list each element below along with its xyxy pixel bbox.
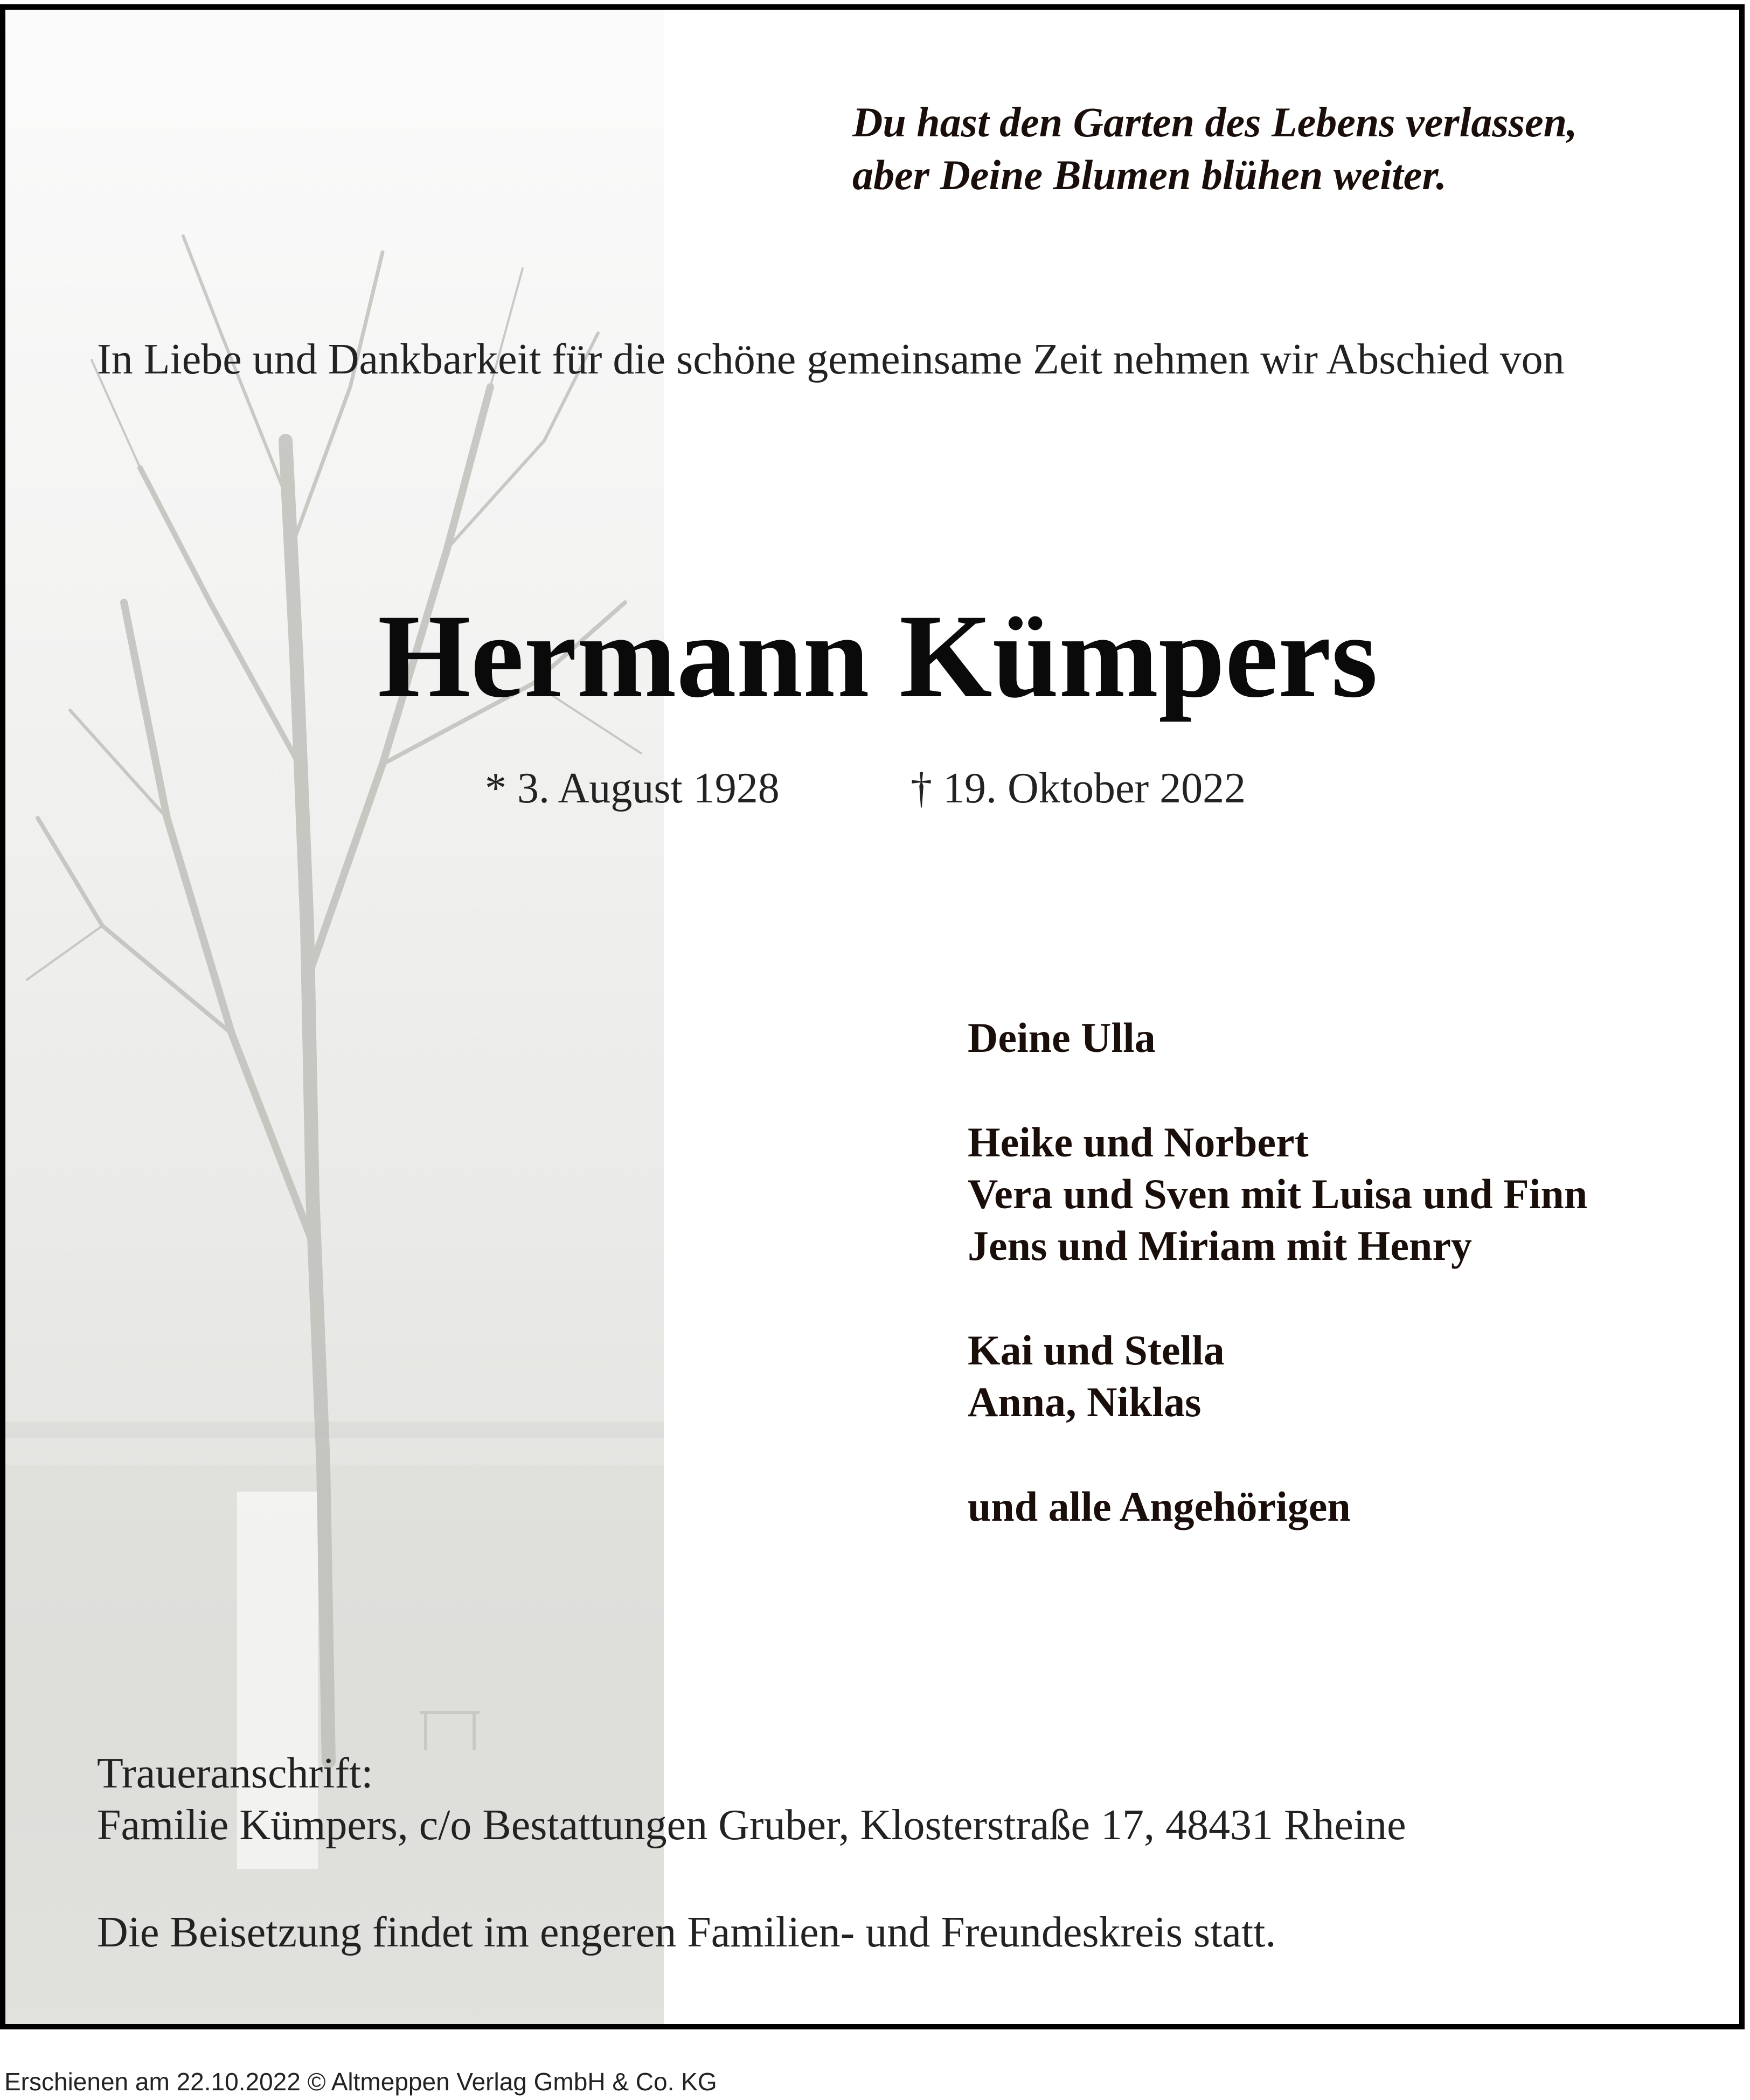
quote-line-1: Du hast den Garten des Lebens verlassen, bbox=[852, 99, 1578, 145]
intro-text: In Liebe und Dankbarkeit für die schöne gemeinsame Zeit nehmen wir Abschied von bbox=[97, 336, 1565, 383]
mourner-line: Deine Ulla bbox=[968, 1014, 1156, 1061]
mourner-line: Jens und Miriam mit Henry bbox=[968, 1222, 1472, 1269]
mourner-group bbox=[968, 1481, 1722, 1533]
misty-tree-photo-icon bbox=[5, 10, 664, 2024]
quote-line-2: aber Deine Blumen blühen weiter. bbox=[852, 151, 1447, 198]
mourner-line: Anna, Niklas bbox=[968, 1378, 1202, 1425]
publication-footer: Erschienen am 22.10.2022 © Altmeppen Verlag GmbH & Co. KG bbox=[4, 2068, 717, 2096]
address-line: Familie Kümpers, c/o Bestattungen Gruber, Klosterstraße 17, 48431 Rheine bbox=[97, 1801, 1406, 1849]
mourner-line: Vera und Sven mit Luisa und Finn bbox=[968, 1170, 1588, 1217]
deceased-name: Hermann Kümpers bbox=[377, 590, 1378, 723]
mourner-line: und alle Angehörigen bbox=[968, 1483, 1351, 1530]
mourner-line: Heike und Norbert bbox=[968, 1119, 1309, 1166]
memorial-quote bbox=[852, 96, 1725, 202]
mourner-line: Kai und Stella bbox=[968, 1327, 1225, 1374]
obituary-frame bbox=[0, 4, 1745, 2029]
mourners-list bbox=[968, 1012, 1722, 1585]
mourner-group bbox=[968, 1012, 1722, 1064]
burial-notice: Die Beisetzung findet im engeren Familien- und Freundeskreis statt. bbox=[97, 1909, 1276, 1956]
mourner-group bbox=[968, 1325, 1722, 1428]
mourner-group bbox=[968, 1117, 1722, 1272]
death-date: † 19. Oktober 2022 bbox=[911, 765, 1246, 812]
birth-date: * 3. August 1928 bbox=[485, 765, 780, 812]
mourning-address bbox=[97, 1748, 1713, 1851]
address-label: Traueranschrift: bbox=[97, 1750, 373, 1797]
